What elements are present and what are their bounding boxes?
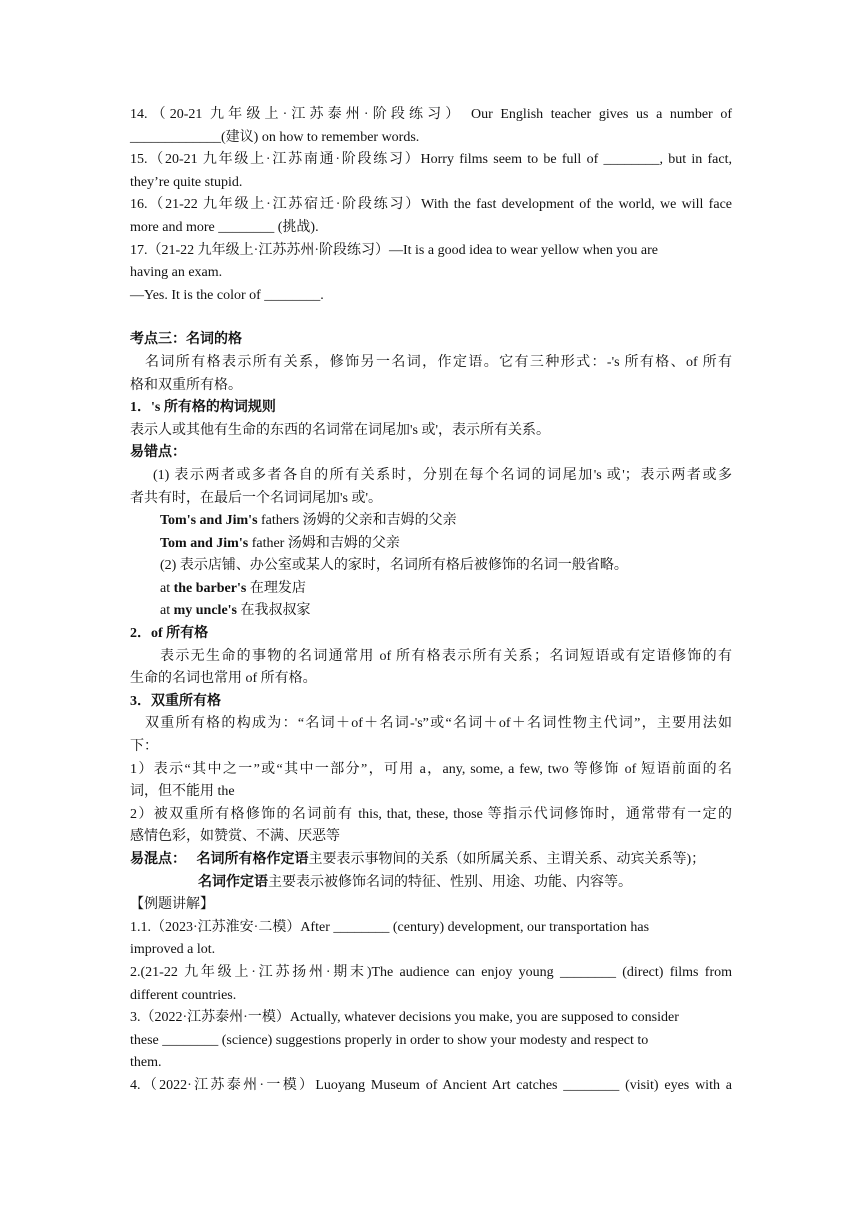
confusion-term-2: 名词作定语 bbox=[198, 874, 268, 890]
example-question-4-line-1: 4.（2022·江苏泰州·一模）Luoyang Museum of Ancient Art catches ________ (visit) eyes with a bbox=[130, 1077, 732, 1093]
error-point-1-line-2: 者共有时，在最后一个名词词尾加's 或'。 bbox=[130, 490, 382, 506]
section-intro-line-2: 格和双重所有格。 bbox=[130, 377, 242, 393]
examples-title: 【例题讲解】 bbox=[130, 897, 214, 913]
example-question-1-line-2: improved a lot. bbox=[130, 942, 216, 958]
usage-2-line-1: 2）被双重所有格修饰的名词前有 this, that, these, those 等指示代词修饰时，通常带有一定的 bbox=[130, 806, 732, 822]
example-text: father 汤姆和吉姆的父亲 bbox=[248, 535, 400, 551]
rule-1-title: 1．'s 所有格的构词规则 bbox=[130, 400, 276, 416]
example-question-3-line-2: these ________ (science) suggestions properly in order to show your modesty and respect to bbox=[130, 1032, 649, 1048]
confusion-text-1: 主要表示事物间的关系（如所属关系、主谓关系、动宾关系等)； bbox=[308, 852, 706, 867]
example-line bbox=[130, 510, 732, 533]
example-question-2-line-1: 2.(21-22 九年级上·江苏扬州·期末)The audience can enjoy young ________ (direct) films from bbox=[130, 964, 732, 980]
example-bold: Tom's and Jim's bbox=[160, 513, 258, 529]
error-point-title: 易错点： bbox=[130, 445, 186, 461]
question-17-line-2: having an exam. bbox=[130, 265, 223, 281]
rule-3-line-1: 双重所有格的构成为：“名词＋of＋名词-'s”或“名词＋of＋名词性物主代词”，主要用法如 bbox=[145, 716, 732, 732]
rule-2-title: 2．of 所有格 bbox=[130, 626, 209, 642]
error-point-1-line-1: (1) 表示两者或多者各自的所有关系时，分别在每个名词的词尾加's 或'；表示两者或多 bbox=[153, 467, 732, 483]
example-text: 在理发店 bbox=[246, 580, 306, 596]
example-line bbox=[130, 533, 732, 556]
usage-2-line-2: 感情色彩，如赞赏、不满、厌恶等 bbox=[130, 829, 340, 845]
rule-2-line-1: 表示无生命的事物的名词通常用 of 所有格表示所有关系；名词短语或有定语修饰的有 bbox=[160, 648, 732, 664]
rule-2-line-2: 生命的名词也常用 of 所有格。 bbox=[130, 671, 317, 687]
example-bold: the barber's bbox=[173, 580, 247, 596]
spacer bbox=[130, 307, 732, 329]
confusion-point-label: 易混点： bbox=[130, 852, 186, 867]
example-prefix: at bbox=[160, 580, 174, 596]
example-line bbox=[130, 600, 732, 623]
confusion-text-2: 主要表示被修饰名词的特征、性别、用途、功能、内容等。 bbox=[268, 874, 632, 890]
example-question-1-line-1: 1.1.（2023·江苏淮安·二模）After ________ (century) development, our transportation has bbox=[130, 919, 650, 935]
question-14-line-1: 14.（20-21 九年级上·江苏泰州·阶段练习） Our English teacher gives us a number of bbox=[130, 107, 732, 122]
example-prefix: at bbox=[160, 603, 174, 619]
error-point-2: (2) 表示店铺、办公室或某人的家时，名词所有格后被修饰的名词一般省略。 bbox=[160, 558, 628, 574]
question-16-line-1: 16.（21-22 九年级上·江苏宿迁·阶段练习）With the fast development of the world, we will face bbox=[130, 197, 732, 213]
document-page bbox=[130, 104, 732, 1098]
confusion-point-line-1 bbox=[130, 849, 732, 872]
rule-3-title: 3．双重所有格 bbox=[130, 693, 221, 709]
question-15-line-2: they’re quite stupid. bbox=[130, 174, 243, 190]
section-intro-line-1: 名词所有格表示所有关系，修饰另一名词，作定语。它有三种形式：-'s 所有格、of 所有 bbox=[145, 354, 732, 370]
usage-1-line-2: 词，但不能用 the bbox=[130, 784, 235, 800]
question-15-line-1: 15.（20-21 九年级上·江苏南通·阶段练习）Horry films seem to be full of ________, but in fact, bbox=[130, 152, 732, 168]
question-16-line-2: more and more ________ (挑战). bbox=[130, 219, 319, 235]
example-bold: my uncle's bbox=[173, 603, 237, 619]
section-heading: 考点三：名词的格 bbox=[130, 332, 242, 348]
usage-1-line-1: 1）表示“其中之一”或“其中一部分”，可用 a，any, some, a few, two 等修饰 of 短语前面的名 bbox=[130, 761, 732, 777]
example-question-2-line-2: different countries. bbox=[130, 987, 237, 1003]
example-question-3-line-1: 3.（2022·江苏泰州·一模）Actually, whatever decisions you make, you are supposed to consider bbox=[130, 1010, 679, 1026]
example-bold: Tom and Jim's bbox=[160, 535, 249, 551]
question-17-line-1: 17.（21-22 九年级上·江苏苏州·阶段练习）—It is a good idea to wear yellow when you are bbox=[130, 242, 659, 258]
question-17-line-3: —Yes. It is the color of ________. bbox=[130, 287, 324, 303]
example-question-3-line-3: them. bbox=[130, 1055, 162, 1071]
example-line bbox=[130, 578, 732, 601]
rule-3-line-2: 下： bbox=[130, 739, 158, 755]
question-14-line-2: _____________(建议) on how to remember words. bbox=[130, 129, 420, 145]
rule-1-text: 表示人或其他有生命的东西的名词常在词尾加's 或'，表示所有关系。 bbox=[130, 422, 550, 438]
example-text: fathers 汤姆的父亲和吉姆的父亲 bbox=[257, 513, 457, 529]
example-text: 在我叔叔家 bbox=[237, 603, 311, 619]
confusion-point-line-2 bbox=[130, 872, 732, 895]
confusion-term-1: 名词所有格作定语 bbox=[196, 852, 309, 867]
